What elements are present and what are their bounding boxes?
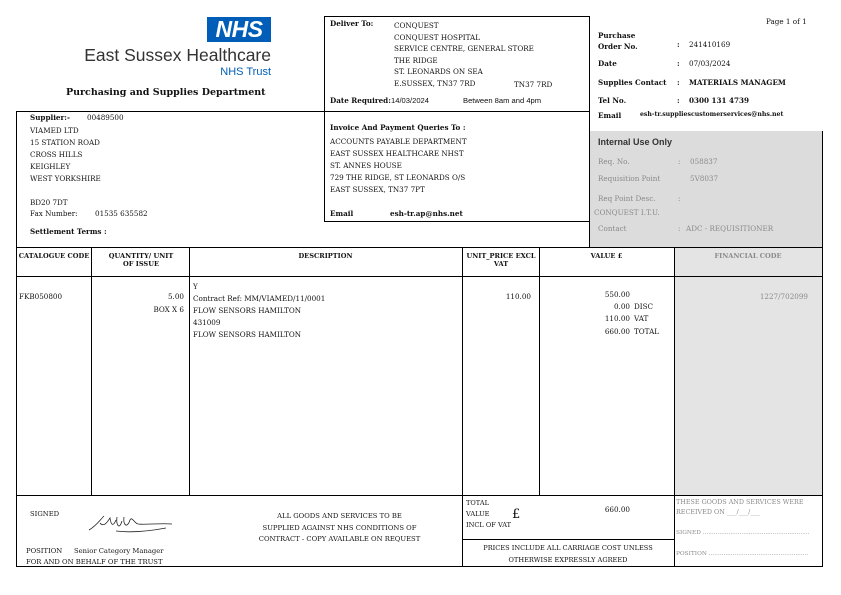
value-vat-label: VAT xyxy=(634,314,649,323)
value-discount-label: DISC xyxy=(634,302,654,311)
signature-image xyxy=(86,512,176,536)
trust-name: NHS Trust xyxy=(220,66,271,78)
currency-symbol: £ xyxy=(512,507,521,522)
deliver-to-label: Deliver To: xyxy=(330,19,374,28)
deliver-address: CONQUEST CONQUEST HOSPITAL SERVICE CENTRE, GENERAL STORE THE RIDGE ST. LEONARDS ON SEA E.SUSSEX, TN37 7RD xyxy=(394,21,534,88)
tel-label: Tel No. xyxy=(598,96,627,105)
quantity: 5.00 xyxy=(167,292,184,301)
supplier-number: 00489500 xyxy=(87,113,124,122)
receipt-signed-line: SIGNED .......................................................... xyxy=(676,530,810,536)
value-total: 660.00 xyxy=(604,327,630,336)
position-label: POSITION xyxy=(26,547,63,555)
supplier-fax: 01535 635582 xyxy=(95,209,148,218)
department-title: Purchasing and Supplies Department xyxy=(66,87,266,98)
org-name: East Sussex Healthcare xyxy=(84,45,271,65)
header-catalogue: CATALOGUE CODE xyxy=(18,252,90,260)
invoice-email[interactable]: esh-tr.ap@nhs.net xyxy=(390,209,463,218)
unit-price: 110.00 xyxy=(505,292,531,301)
header-quantity: QUANTITY/ UNIT OF ISSUE xyxy=(108,252,174,268)
item-description: Y Contract Ref: MM/VIAMED/11/0001 FLOW SENSORS HAMILTON 431009 FLOW SENSORS HAMILTON xyxy=(193,282,326,339)
financial-code-column xyxy=(674,247,822,495)
invoice-label: Invoice And Payment Queries To : xyxy=(330,123,466,132)
supplier-label: Supplier:- xyxy=(30,113,70,122)
tel-number: 0300 131 4739 xyxy=(689,96,750,105)
invoice-address: ACCOUNTS PAYABLE DEPARTMENT EAST SUSSEX HEALTHCARE NHST ST. ANNES HOUSE 729 THE RIDGE, ST LEONARDS O/S EAST SUSSEX, TN37 7PT xyxy=(330,137,467,194)
nhs-logo: NHS xyxy=(207,17,271,42)
position-value: Senior Category Manager xyxy=(74,547,164,555)
deliver-postcode: TN37 7RD xyxy=(514,80,553,89)
req-no-label: Req. No. xyxy=(598,157,630,166)
header-unit-price: UNIT_PRICE EXCL VAT xyxy=(466,252,536,268)
value-discount: 0.00 xyxy=(613,302,630,311)
req-point: 5V8037 xyxy=(690,174,719,183)
header-description: DESCRIPTION xyxy=(298,252,353,260)
total-value: 660.00 xyxy=(604,505,630,514)
req-no: 058837 xyxy=(690,157,718,166)
internal-use-title: Internal Use Only xyxy=(598,137,673,147)
po-label: Purchase Order No. xyxy=(598,31,638,51)
po-number: 241410169 xyxy=(689,40,731,49)
req-desc: CONQUEST I.T.U. xyxy=(594,208,660,217)
supplier-postcode: BD20 7DT xyxy=(30,198,68,207)
on-behalf-text: FOR AND ON BEHALF OF THE TRUST xyxy=(26,558,163,566)
header-value: VALUE £ xyxy=(590,252,623,260)
page-number: Page 1 of 1 xyxy=(766,17,807,26)
carriage-note: PRICES INCLUDE ALL CARRIAGE COST UNLESS OTHERWISE EXPRESSLY AGREED xyxy=(483,544,653,564)
receipt-note: THESE GOODS AND SERVICES WERE RECEIVED ON ___/___/___ xyxy=(676,498,804,516)
supplies-email[interactable]: esh-tr.suppliescustomerservices@nhs.net xyxy=(640,111,784,118)
value-subtotal: 550.00 xyxy=(604,290,630,299)
supplier-address: VIAMED LTD 15 STATION ROAD CROSS HILLS KEIGHLEY WEST YORKSHIRE xyxy=(30,126,101,183)
date-required-label: Date Required: xyxy=(330,96,391,105)
req-desc-label: Req Point Desc. xyxy=(598,194,656,203)
supplies-contact: MATERIALS MANAGEM xyxy=(689,78,786,87)
financial-code: 1227/702099 xyxy=(759,292,808,301)
contact-value: ADC - REQUISITIONER xyxy=(686,224,774,233)
value-vat: 110.00 xyxy=(604,314,630,323)
unit-of-issue: BOX X 6 xyxy=(153,305,184,314)
supplier-fax-label: Fax Number: xyxy=(30,209,78,218)
supplies-contact-label: Supplies Contact xyxy=(598,78,667,87)
po-date: 07/03/2024 xyxy=(689,59,731,68)
receipt-position-line: POSITION ...................................................... xyxy=(676,551,809,557)
email-label: Email xyxy=(598,111,622,120)
delivery-time-window: Between 8am and 4pm xyxy=(463,96,542,105)
invoice-email-label: Email xyxy=(330,209,354,218)
po-date-label: Date xyxy=(598,59,617,68)
catalogue-code: FKB050800 xyxy=(19,292,63,301)
total-label: TOTAL VALUE INCL OF VAT xyxy=(466,499,512,529)
settlement-terms: Settlement Terms : xyxy=(30,227,107,236)
contact-label: Contact xyxy=(598,224,627,233)
date-required: 14/03/2024 xyxy=(391,96,430,105)
signed-label: SIGNED xyxy=(30,510,60,518)
header-financial: FINANCIAL CODE xyxy=(714,252,782,260)
req-point-label: Requisition Point xyxy=(598,174,661,183)
value-total-label: TOTAL xyxy=(634,327,660,336)
contract-terms: ALL GOODS AND SERVICES TO BE SUPPLIED AGAINST NHS CONDITIONS OF CONTRACT - COPY AVAILABLE ON REQUEST xyxy=(258,512,421,543)
